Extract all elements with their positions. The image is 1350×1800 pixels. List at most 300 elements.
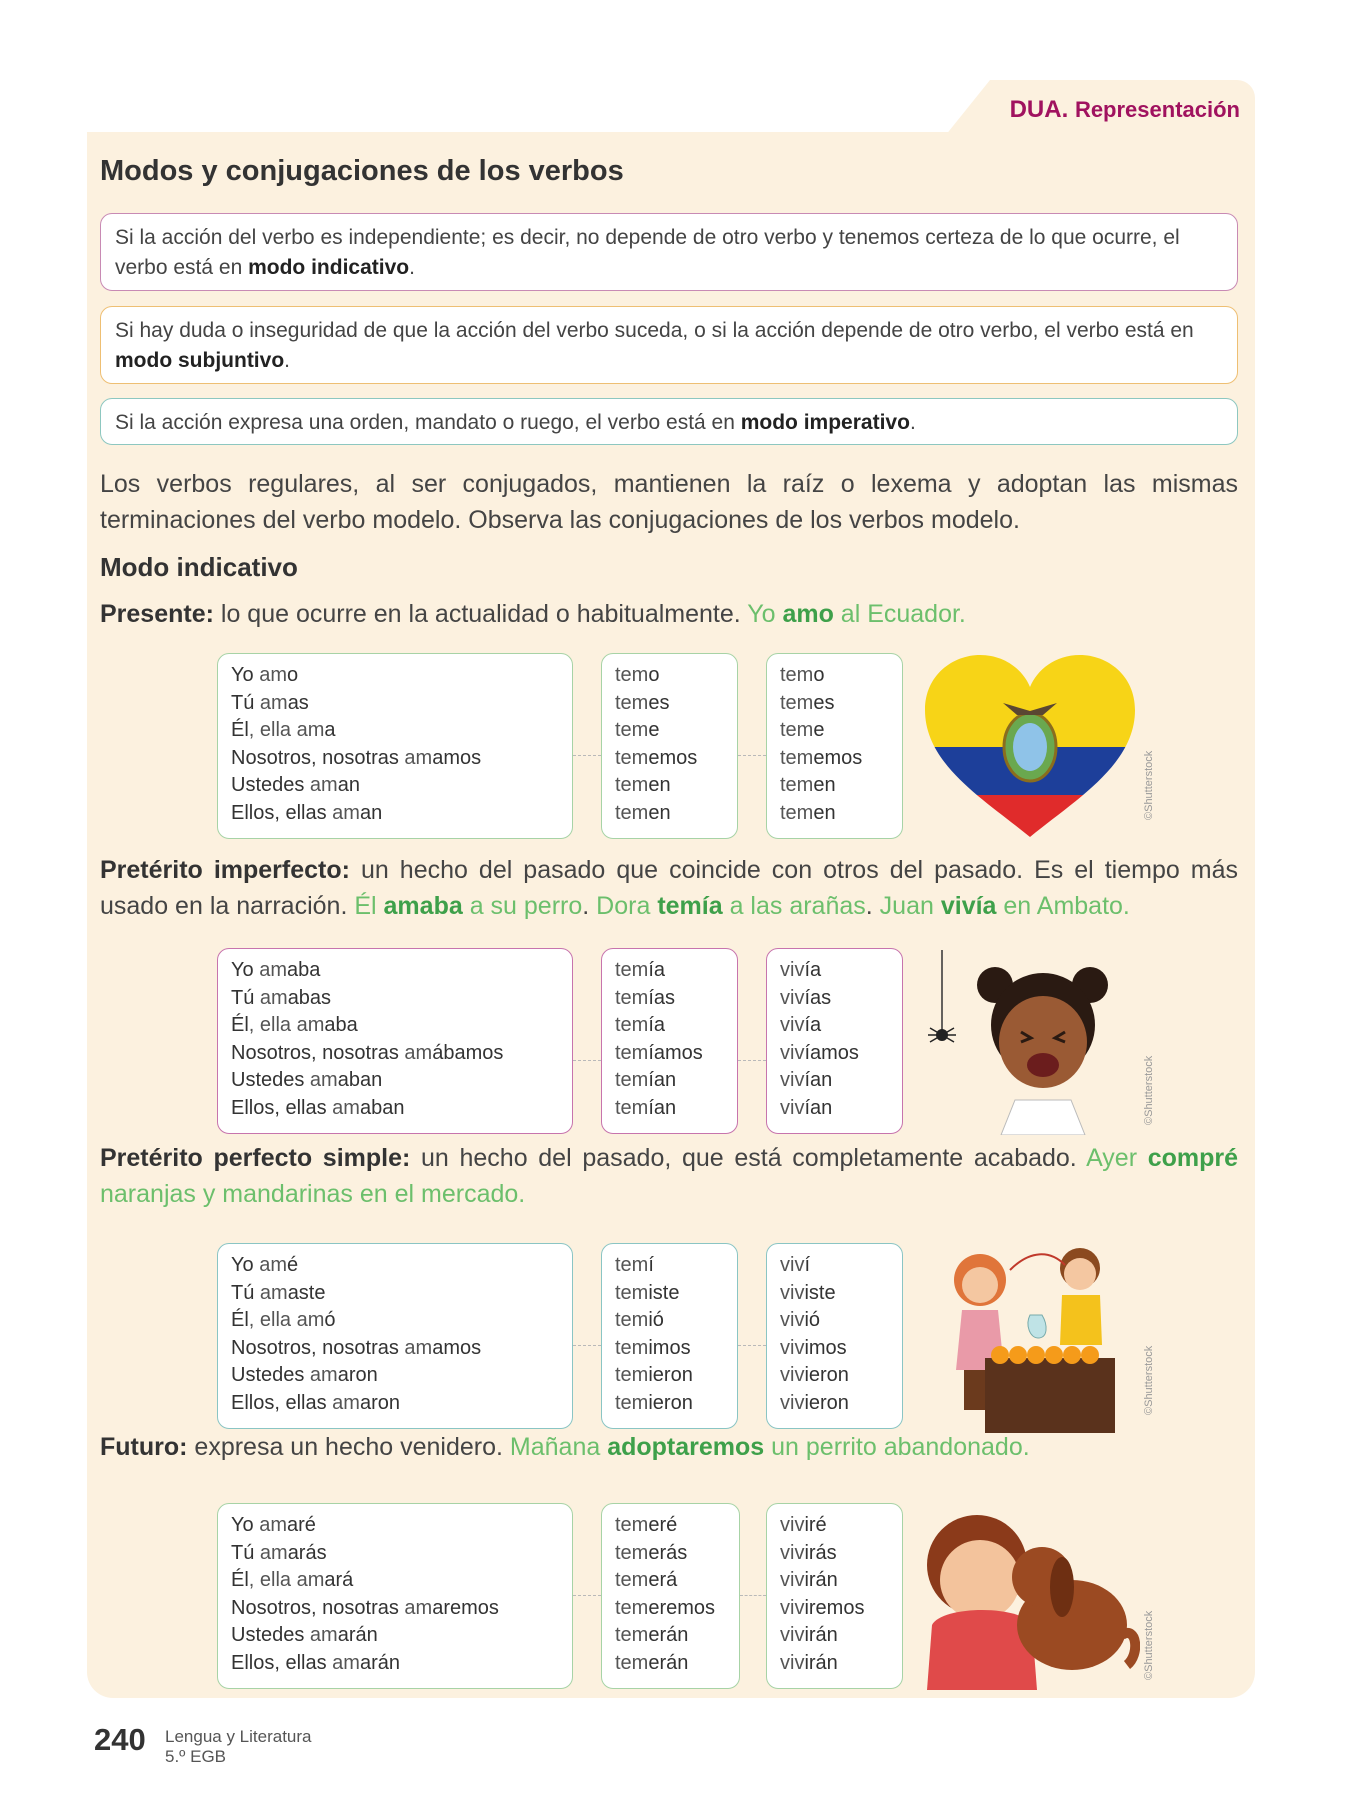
verb-ending: as (287, 691, 309, 714)
conjugation-row (780, 1622, 889, 1650)
example-text: a las arañas (722, 892, 866, 920)
tense-label: Pretérito imperfecto: (100, 856, 350, 884)
example-text: Él (354, 892, 384, 920)
verb-stem: viv (780, 1514, 805, 1536)
example-text: naranjas y mandarinas en el mercado. (100, 1180, 526, 1208)
conjugation-table-vivir (766, 1243, 903, 1429)
verb-stem: am (326, 1651, 360, 1674)
verb-ending: amos (432, 746, 482, 769)
verb-stem: tem (615, 1096, 649, 1119)
pronoun: Ellos, ellas (231, 1096, 327, 1119)
pronoun: Tú (231, 1541, 255, 1564)
example-text: Yo (747, 600, 783, 628)
verb-stem: viv (780, 1254, 805, 1276)
verb-ending: aremos (432, 1596, 499, 1619)
conjugation-row (780, 662, 889, 690)
pronoun: Él (231, 1014, 249, 1036)
conjugation-row (615, 1307, 724, 1335)
verb-stem: am (398, 1041, 433, 1064)
verb-ending: es (813, 691, 835, 714)
definition-box-subjuntivo: Si hay duda o inseguridad de que la acción del verbo suceda, o si la acción depende de otro verbo, el verbo está en modo subjuntivo. (100, 306, 1238, 384)
tense-description: un hecho del pasado que coincide con otros del pasado. Es el tiempo más usado en la narración. (100, 856, 1239, 920)
verb-ending: ó (324, 1309, 336, 1331)
verb-stem: viv (780, 1391, 805, 1414)
verb-stem: tem (615, 1309, 649, 1331)
conjugation-row (615, 1335, 724, 1363)
verb-ending: arán (359, 1651, 400, 1674)
verb-stem: tem (780, 691, 814, 714)
dash-connector (738, 1060, 766, 1061)
image-credit: ©Shutterstock (1143, 1610, 1155, 1680)
verb-ending: erán (648, 1651, 689, 1674)
verb-ending: o (648, 664, 660, 686)
verb-ending: ían (648, 1096, 677, 1119)
example-text: Juan (879, 892, 941, 920)
verb-ending: an (359, 801, 383, 824)
example-text: al Ecuador. (833, 600, 966, 628)
verb-ending: abas (287, 986, 332, 1009)
verb-stem: tem (615, 1651, 649, 1674)
conjugation-row (231, 745, 559, 773)
verb-ending: iste (804, 1281, 836, 1304)
verb-ending: ía (804, 959, 822, 981)
conjugation-row (615, 1512, 726, 1540)
conjugation-row (231, 957, 559, 985)
conjugation-table-amar (217, 1243, 573, 1429)
verb-ending: en (813, 774, 836, 796)
conjugation-row (780, 1362, 889, 1390)
verb-ending: o (813, 664, 825, 686)
verb-ending: emos (813, 746, 863, 769)
verb-ending: ieron (648, 1364, 693, 1386)
conjugation-row (615, 690, 724, 718)
ecuador-heart-flag-icon (925, 655, 1135, 840)
tense-preterito-imperfecto (100, 852, 1238, 924)
scared-girl-spider-icon (925, 950, 1125, 1135)
tense-label: Presente: (100, 600, 214, 628)
verb-ending: amos (432, 1336, 482, 1359)
verb-ending: a (324, 719, 336, 741)
example-text: . (582, 892, 597, 920)
verb-ending: en (648, 774, 671, 796)
dash-connector (573, 755, 601, 756)
verb-ending: eremos (648, 1596, 716, 1619)
conjugation-table-temer (601, 1503, 740, 1689)
pronoun: Nosotros, nosotras (231, 746, 399, 769)
verb-ending: erás (648, 1541, 688, 1564)
conjugation-row (231, 985, 559, 1013)
conjugation-row (231, 1012, 559, 1040)
verb-ending: ía (648, 1014, 666, 1036)
verb-ending: imos (648, 1336, 691, 1359)
verb-stem: viv (780, 1069, 805, 1091)
verb-stem: am (398, 1336, 433, 1359)
conjugation-row (615, 985, 724, 1013)
conjugation-row (615, 1650, 726, 1678)
verb-stem: am (304, 1624, 338, 1646)
verb-stem: tem (780, 801, 814, 824)
conjugation-row (780, 1012, 889, 1040)
conjugation-row (780, 1595, 889, 1623)
verb-ending: aste (287, 1281, 326, 1304)
conjugation-row (780, 1512, 889, 1540)
verb-stem: tem (615, 1596, 649, 1619)
conjugation-row (615, 1095, 724, 1123)
dash-connector (738, 755, 766, 756)
conjugation-row (231, 1335, 559, 1363)
conjugation-row (615, 1622, 726, 1650)
verb-stem: tem (615, 664, 649, 686)
conjugation-row (231, 662, 559, 690)
conjugation-row (780, 800, 889, 828)
conjugation-row (615, 772, 724, 800)
conjugation-row (615, 745, 724, 773)
verb-ending: ieron (648, 1391, 693, 1414)
dash-connector (738, 1345, 766, 1346)
verb-ending: e (648, 719, 660, 741)
verb-stem: tem (780, 746, 814, 769)
verb-stem: tem (615, 1569, 649, 1591)
example-verb: vivía (940, 892, 997, 920)
verb-stem: tem (615, 1281, 649, 1304)
image-credit: ©Shutterstock (1143, 1345, 1155, 1415)
conjugation-row (615, 1362, 724, 1390)
verb-stem: tem (615, 1254, 649, 1276)
conjugation-row (780, 1390, 889, 1418)
verb-stem: tem (615, 1364, 649, 1386)
verb-ending: iremos (804, 1596, 865, 1619)
verb-stem: am (254, 691, 288, 714)
verb-ending: ió (804, 1309, 821, 1331)
conjugation-row (615, 1540, 726, 1568)
verb-stem: viv (780, 986, 805, 1009)
conjugation-row (615, 717, 724, 745)
example-text: en Ambato. (996, 892, 1130, 920)
example-text: Dora (596, 892, 658, 920)
verb-stem: tem (615, 1514, 649, 1536)
conjugation-row (615, 1280, 724, 1308)
pronoun: Yo (231, 1514, 254, 1536)
conjugation-row (780, 985, 889, 1013)
pronoun: Nosotros, nosotras (231, 1336, 399, 1359)
example-text: . (865, 892, 880, 920)
conjugation-row (780, 1540, 889, 1568)
verb-stem: am (253, 1514, 287, 1536)
conjugation-row (780, 1650, 889, 1678)
conjugation-row (615, 1252, 724, 1280)
verb-stem: tem (615, 774, 649, 796)
image-credit: ©Shutterstock (1143, 750, 1155, 820)
conjugation-row (231, 1362, 559, 1390)
verb-ending: ían (804, 1096, 833, 1119)
verb-ending: e (813, 719, 825, 741)
conjugation-row (231, 1307, 559, 1335)
verb-ending: irán (804, 1624, 838, 1646)
conjugation-row (780, 1280, 889, 1308)
conjugation-row (231, 717, 559, 745)
verb-ending: o (286, 664, 299, 686)
verb-stem: tem (780, 774, 814, 796)
pronoun: Yo (231, 1254, 254, 1276)
verb-stem: am (254, 986, 288, 1009)
conjugation-row (780, 717, 889, 745)
pronoun: Yo (231, 959, 254, 981)
verb-ending: é (286, 1254, 299, 1276)
verb-stem: viv (780, 1651, 805, 1674)
verb-stem: viv (780, 1541, 805, 1564)
verb-ending: an (337, 774, 360, 796)
dua-label: DUA. Representación (1009, 96, 1240, 123)
conjugation-row (780, 690, 889, 718)
verb-stem: tem (780, 719, 814, 741)
conjugation-row (780, 1567, 889, 1595)
tense-description: un hecho del pasado, que está completamente acabado. (410, 1144, 1087, 1172)
page-title: Modos y conjugaciones de los verbos (100, 155, 624, 187)
verb-ending: aron (359, 1391, 400, 1414)
verb-stem: tem (615, 1624, 649, 1646)
footer-grade: 5.º EGB (165, 1747, 227, 1766)
verb-ending: ía (648, 959, 666, 981)
verb-stem: viv (780, 1096, 805, 1119)
conjugation-row (231, 1280, 559, 1308)
verb-ending: en (813, 801, 836, 824)
pronoun: Él (231, 1309, 249, 1331)
conjugation-row (780, 745, 889, 773)
conjugation-row (231, 1040, 559, 1068)
conjugation-row (615, 1567, 726, 1595)
verb-stem: tem (615, 719, 649, 741)
verb-ending: iré (804, 1514, 827, 1536)
pronoun: Ellos, ellas (231, 1651, 327, 1674)
verb-stem: am (326, 1391, 360, 1414)
example-text: un perrito abandonado. (764, 1433, 1030, 1461)
example-verb: adoptaremos (607, 1433, 765, 1461)
conjugation-row (231, 1252, 559, 1280)
tense-description: lo que ocurre en la actualidad o habitualmente. (213, 600, 748, 628)
verb-ending: es (648, 691, 670, 714)
verb-stem: am (326, 801, 360, 824)
verb-stem: viv (780, 1569, 805, 1591)
pronoun: Ellos, ellas (231, 1391, 327, 1414)
conjugation-row (615, 800, 724, 828)
conjugation-row (780, 1335, 889, 1363)
conjugation-row (231, 1595, 559, 1623)
verb-ending: ías (648, 986, 676, 1009)
pronoun: Tú (231, 986, 255, 1009)
pronoun: Él (231, 1569, 249, 1591)
intro-paragraph: Los verbos regulares, al ser conjugados, mantienen la raíz o lexema y adoptan las mismas terminaciones del verbo modelo. Observa las conjugaciones de los verbos modelo. (100, 470, 1238, 534)
verb-stem: viv (780, 959, 805, 981)
conjugation-row (231, 800, 559, 828)
verb-ending: irás (804, 1541, 837, 1564)
child-hugging-dog-icon (922, 1505, 1140, 1690)
verb-ending: aron (337, 1364, 378, 1386)
verb-ending: erá (648, 1569, 678, 1591)
conjugation-table-vivir (766, 948, 903, 1134)
verb-stem: , ella am (248, 1309, 325, 1331)
conjugation-row (231, 1622, 559, 1650)
verb-stem: viv (780, 1309, 805, 1331)
verb-stem: viv (780, 1336, 805, 1359)
pronoun: Ustedes (231, 1069, 305, 1091)
verb-stem: am (304, 1364, 338, 1386)
conjugation-table-temer (601, 1243, 738, 1429)
verb-ending: aban (359, 1096, 405, 1119)
pronoun: Él (231, 719, 249, 741)
verb-ending: aba (286, 959, 321, 981)
pronoun: Ustedes (231, 1364, 305, 1386)
verb-stem: am (326, 1096, 360, 1119)
conjugation-row (780, 1307, 889, 1335)
verb-stem: am (304, 1069, 338, 1091)
conjugation-table-amar (217, 1503, 573, 1689)
definition-box-indicativo: Si la acción del verbo es independiente; es decir, no depende de otro verbo y tenemos certeza de lo que ocurre, el verbo está en modo indicativo. (100, 213, 1238, 291)
dash-connector (573, 1595, 601, 1596)
verb-ending: aba (324, 1014, 358, 1036)
verb-ending: irán (804, 1651, 838, 1674)
verb-stem: tem (615, 1391, 649, 1414)
verb-ending: ábamos (432, 1041, 504, 1064)
conjugation-row (231, 1067, 559, 1095)
conjugation-row (231, 1567, 559, 1595)
conjugation-table-amar (217, 948, 573, 1134)
verb-ending: eré (648, 1514, 678, 1536)
conjugation-table-vivir (766, 1503, 903, 1689)
conjugation-table-amar (217, 653, 573, 839)
verb-stem: am (254, 1281, 288, 1304)
verb-stem: tem (615, 801, 649, 824)
verb-ending: íamos (648, 1041, 703, 1064)
verb-ending: imos (804, 1336, 847, 1359)
verb-ending: aré (286, 1514, 316, 1536)
conjugation-row (231, 1390, 559, 1418)
dash-connector (573, 1345, 601, 1346)
tense-presente (100, 596, 1238, 632)
verb-ending: arás (287, 1541, 327, 1564)
image-credit: ©Shutterstock (1143, 1055, 1155, 1125)
conjugation-row (231, 1095, 559, 1123)
verb-stem: viv (780, 1281, 805, 1304)
verb-stem: tem (615, 746, 649, 769)
verb-ending: emos (648, 746, 698, 769)
verb-ending: irán (804, 1569, 838, 1591)
verb-stem: tem (615, 1014, 649, 1036)
verb-stem: tem (615, 1541, 649, 1564)
conjugation-row (780, 1095, 889, 1123)
conjugation-row (780, 1067, 889, 1095)
conjugation-table-temer (601, 948, 738, 1134)
conjugation-row (615, 1595, 726, 1623)
verb-stem: tem (615, 959, 649, 981)
example-text: a su perro (462, 892, 583, 920)
pronoun: Tú (231, 691, 255, 714)
verb-stem: tem (615, 1336, 649, 1359)
example-verb: temía (657, 892, 723, 920)
verb-stem: am (398, 746, 433, 769)
verb-stem: tem (615, 986, 649, 1009)
footer-subject: Lengua y Literatura (165, 1727, 312, 1746)
dash-connector (740, 1595, 766, 1596)
verb-stem: viv (780, 1014, 805, 1036)
verb-stem: am (253, 1254, 287, 1276)
example-verb: amaba (383, 892, 463, 920)
verb-ending: í (648, 1254, 654, 1276)
verb-ending: ió (648, 1309, 664, 1331)
pronoun: Ustedes (231, 774, 305, 796)
verb-stem: am (253, 664, 287, 686)
verb-ending: en (648, 801, 671, 824)
verb-stem: viv (780, 1624, 805, 1646)
verb-ending: ieron (804, 1364, 849, 1386)
verb-ending: ían (648, 1069, 677, 1091)
example-text: Mañana (509, 1433, 608, 1461)
verb-ending: arán (337, 1624, 378, 1646)
verb-stem: viv (780, 1364, 805, 1386)
verb-ending: ará (324, 1569, 354, 1591)
conjugation-table-third (766, 653, 903, 839)
pronoun: Nosotros, nosotras (231, 1041, 399, 1064)
verb-ending: íamos (804, 1041, 859, 1064)
conjugation-row (231, 1512, 559, 1540)
pronoun: Ustedes (231, 1624, 305, 1646)
example-verb: compré (1147, 1144, 1239, 1172)
verb-stem: tem (615, 1069, 649, 1091)
verb-stem: , ella am (248, 1569, 325, 1591)
conjugation-row (615, 662, 724, 690)
pronoun: Yo (231, 664, 254, 686)
verb-stem: am (253, 959, 287, 981)
verb-ending: ían (804, 1069, 833, 1091)
conjugation-row (615, 957, 724, 985)
verb-ending: ía (804, 1014, 822, 1036)
verb-stem: am (304, 774, 338, 796)
example-verb: amo (782, 600, 834, 628)
tense-label: Futuro: (100, 1433, 188, 1461)
verb-stem: tem (615, 1041, 649, 1064)
definition-box-imperativo: Si la acción expresa una orden, mandato o ruego, el verbo está en modo imperativo. (100, 398, 1238, 445)
conjugation-row (231, 1540, 559, 1568)
verb-stem: , ella am (248, 719, 325, 741)
pronoun: Nosotros, nosotras (231, 1596, 399, 1619)
conjugation-row (615, 1067, 724, 1095)
conjugation-row (231, 772, 559, 800)
conjugation-table-temer (601, 653, 738, 839)
verb-stem: tem (780, 664, 814, 686)
verb-ending: aban (337, 1069, 383, 1091)
dash-connector (573, 1060, 601, 1061)
verb-stem: viv (780, 1596, 805, 1619)
section-heading: Modo indicativo (100, 552, 298, 582)
children-market-icon (930, 1240, 1125, 1435)
conjugation-row (615, 1040, 724, 1068)
page-number: 240 (94, 1722, 146, 1757)
pronoun: Ellos, ellas (231, 801, 327, 824)
tense-description: expresa un hecho venidero. (187, 1433, 510, 1461)
verb-ending: erán (648, 1624, 689, 1646)
conjugation-row (231, 1650, 559, 1678)
conjugation-row (780, 772, 889, 800)
conjugation-row (231, 690, 559, 718)
verb-stem: viv (780, 1041, 805, 1064)
conjugation-row (780, 957, 889, 985)
verb-ending: ías (804, 986, 832, 1009)
verb-ending: iste (648, 1281, 680, 1304)
conjugation-row (615, 1390, 724, 1418)
verb-stem: tem (615, 691, 649, 714)
example-text: Ayer (1086, 1144, 1148, 1172)
conjugation-row (780, 1252, 889, 1280)
conjugation-row (780, 1040, 889, 1068)
